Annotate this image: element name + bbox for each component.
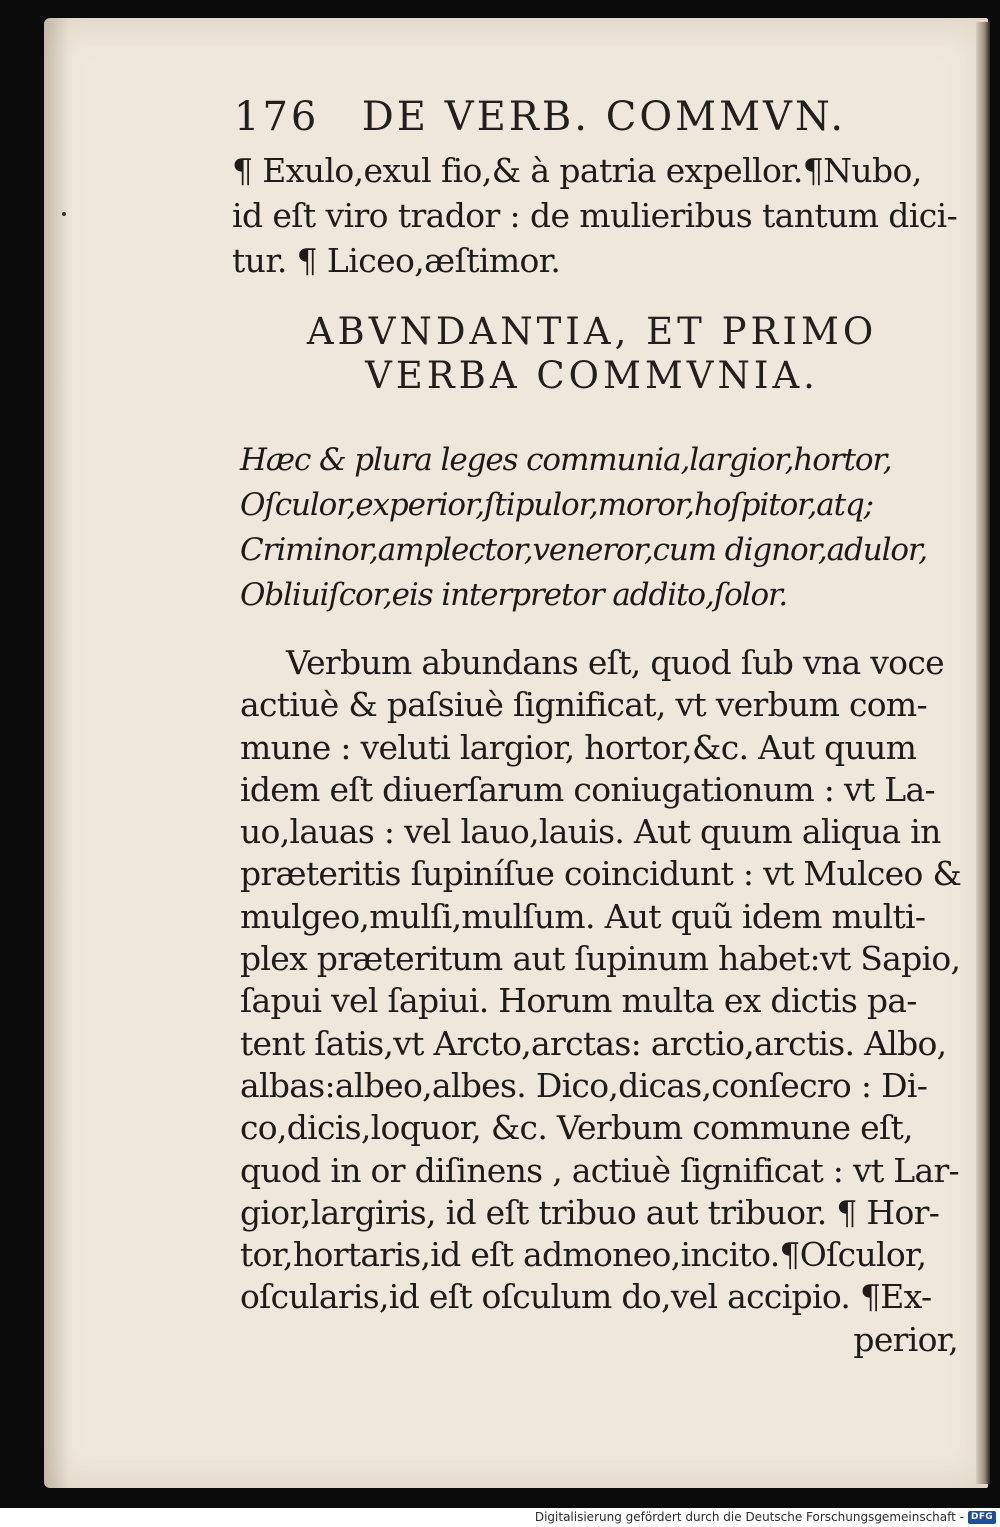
- heading-line: ABVNDANTIA, ET PRIMO: [306, 310, 878, 353]
- main-paragraph: [240, 642, 961, 1361]
- running-head: [234, 92, 874, 142]
- text-line: Verbum abundans eſt, quod ſub vna voce: [286, 643, 944, 682]
- digitization-footer: [0, 1508, 1000, 1527]
- dfg-logo-icon: DFG: [968, 1511, 996, 1524]
- heading-line: VERBA COMMVNIA.: [365, 354, 819, 397]
- text-line: oſcularis,id eſt oſculum do,vel accipio. ¶Ex-: [240, 1277, 932, 1317]
- text-line: actiuè & paſsiuè ſignificat, vt verbum com-: [240, 685, 927, 725]
- page-speck: [62, 212, 66, 216]
- text-line: ſapui vel ſapiui. Horum multa ex dictis pa-: [240, 981, 917, 1021]
- text-line: gior,largiris, id eſt tribuo aut tribuor. ¶ Hor-: [240, 1192, 940, 1232]
- verse-line: Obliuiſcor,eis interpretor addito,ſolor.: [240, 577, 788, 613]
- verse-line: Oſculor,experior,ſtipulor,moror,hoſpitor,atq;: [240, 487, 874, 523]
- text-line: plex præteritum aut ſupinum habet:vt Sapio,: [240, 939, 961, 979]
- page-number: 176: [234, 94, 320, 140]
- text-line: idem eſt diuerſarum coniugationum : vt La-: [240, 769, 935, 809]
- text-line: id eſt viro trador : de mulieribus tantum dici-: [232, 196, 958, 235]
- text-line: præteritis ſupiníſue coincidunt : vt Mulceo &: [240, 854, 962, 894]
- text-line: mune : veluti largior, hortor,&c. Aut quum: [240, 727, 917, 767]
- page-gutter-shadow: [44, 18, 70, 1488]
- page-edge: [976, 22, 990, 1484]
- verse-line: Criminor,amplector,veneror,cum dignor,adulor,: [240, 532, 928, 568]
- section-heading: [232, 310, 952, 398]
- text-line: tur. ¶ Liceo,æſtimor.: [232, 241, 561, 280]
- running-head-title: DE VERB. COMMVN.: [361, 94, 847, 140]
- text-line: mulgeo,mulſi,mulſum. Aut quũ idem multi-: [240, 896, 926, 936]
- catchword: perior,: [853, 1319, 958, 1359]
- verse-line: Hæc & plura leges communia,largior,hortor,: [240, 442, 892, 478]
- text-line: tor,hortaris,id eſt admoneo,incito.¶Oſculor,: [240, 1235, 927, 1275]
- text-line: quod in or diſinens , actiuè ſignificat : vt Lar-: [240, 1150, 960, 1190]
- mnemonic-verse: [240, 438, 927, 618]
- text-line: tent ſatis,vt Arcto,arctas: arctio,arctis. Albo,: [240, 1023, 947, 1063]
- text-line: co,dicis,loquor, &c. Verbum commune eſt,: [240, 1108, 913, 1148]
- funding-credit: Digitalisierung gefördert durch die Deutsche Forschungsgemeinschaft -: [534, 1510, 964, 1524]
- top-paragraph: [232, 148, 957, 283]
- text-line: uo,lauas : vel lauo,lauis. Aut quum aliqua in: [240, 812, 941, 852]
- text-line: ¶ Exulo,exul fio,& à patria expellor.¶Nubo,: [232, 151, 922, 190]
- text-line: albas:albeo,albes. Dico,dicas,conſecro : Di-: [240, 1065, 928, 1105]
